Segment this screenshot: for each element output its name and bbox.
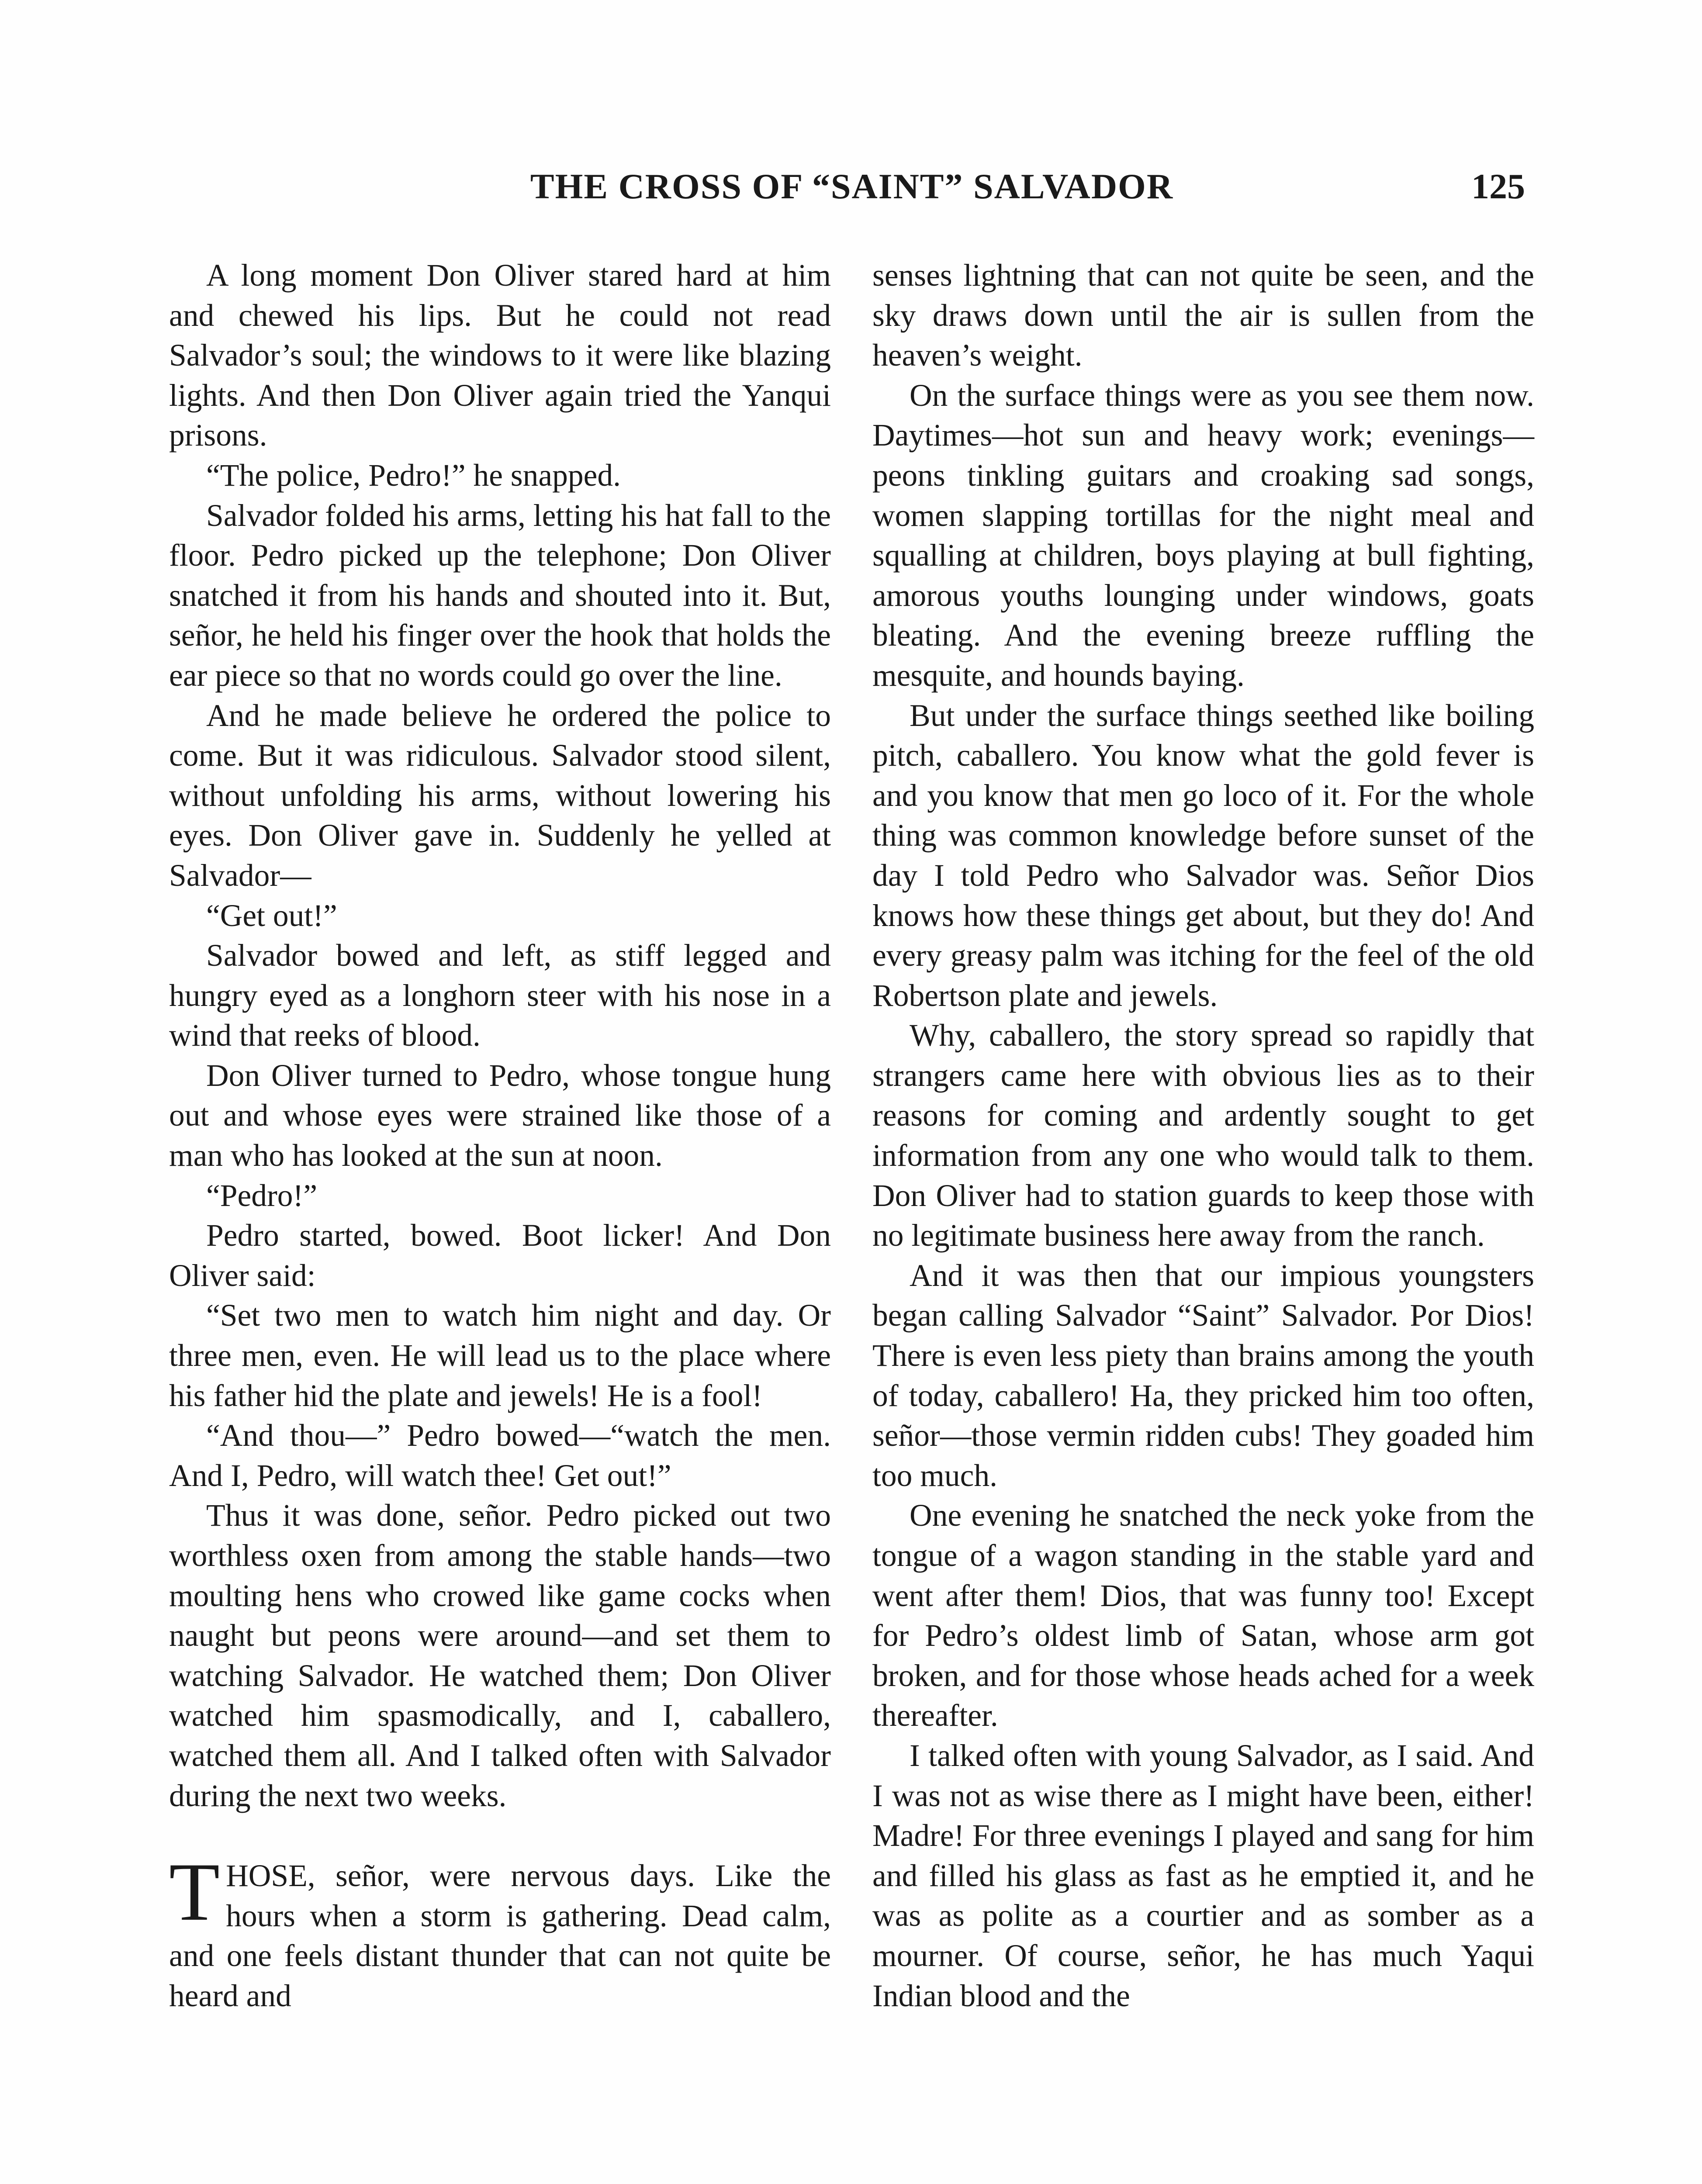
section-start-paragraph [169, 1846, 831, 2016]
paragraph: On the surface things were as you see them now. Daytimes—hot sun and heavy work; evenings—peons tinkling guitars and croaking sad songs, women slapping tortillas for the night meal and squalling at children, boys playing at bull fighting, amorous youths lounging under windows, goats bleating. And the evening breeze ruffling the mesquite, and hounds baying. [872, 378, 1534, 693]
paragraph: And he made believe he ordered the police to come. But it was ridiculous. Salvador stood silent, without unfolding his arms, without lowering his eyes. Don Oliver gave in. Suddenly he yelled at Salvador— [169, 698, 831, 893]
page-number: 125 [1471, 166, 1525, 206]
drop-cap: T [169, 1846, 220, 1939]
paragraph: And it was then that our impious youngsters began calling Salvador “Saint” Salvador. Por Dios! There is even less piety than brains among the youth of today, caballero! Ha, they pricked him too often, señor—those vermin ridden cubs! They goaded him too much. [872, 1258, 1534, 1493]
paragraph: “Set two men to watch him night and day. Or three men, even. He will lead us to the place where his father hid the plate and jewels! He is a fool! [169, 1298, 831, 1413]
paragraph: Thus it was done, señor. Pedro picked out two worthless oxen from among the stable hands—two moulting hens who crowed like game cocks when naught but peons were around—and set them to watching Salvador. He watched them; Don Oliver watched him spasmodically, and I, caballero, watched them all. And I talked often with Salvador during the next two weeks. [169, 1498, 831, 1813]
paragraph: Don Oliver turned to Pedro, whose tongue hung out and whose eyes were strained like those of a man who has looked at the sun at noon. [169, 1058, 831, 1173]
right-column [872, 256, 1534, 2016]
paragraph: Salvador bowed and left, as stiff legged and hungry eyed as a longhorn steer with his nose in a wind that reeks of blood. [169, 938, 831, 1053]
paragraph-text: HOSE, señor, were nervous days. Like the hours when a storm is gathering. Dead calm, and one feels distant thunder that can not quite be heard and [169, 1859, 831, 2013]
paragraph: Why, caballero, the story spread so rapidly that strangers came here with obvious lies as to their reasons for coming and ardently sought to get information from any one who would talk to them. Don Oliver had to station guards to keep those with no legitimate business here away from the ranch. [872, 1018, 1534, 1253]
paragraph: “Get out!” [206, 898, 337, 933]
paragraph: But under the surface things seethed like boiling pitch, caballero. You know what the gold fever is and you know that men go loco of it. For the whole thing was common knowledge before sunset of the day I told Pedro who Salvador was. Señor Dios knows how these things get about, but they do! And every greasy palm was itching for the feel of the old Robertson plate and jewels. [872, 698, 1534, 1013]
paragraph: “And thou—” Pedro bowed—“watch the men. And I, Pedro, will watch thee! Get out!” [169, 1418, 831, 1493]
paragraph: senses lightning that can not quite be seen, and the sky draws down until the air is sullen from the heaven’s weight. [872, 258, 1534, 373]
paragraph: I talked often with young Salvador, as I said. And I was not as wise there as I might have been, either! Madre! For three evenings I played and sang for him and filled his glass as fast as he emptied it, and he was as polite as a courtier and as somber as a mourner. Of course, señor, he has much Yaqui Indian blood and the [872, 1738, 1534, 2013]
paragraph: “The police, Pedro!” he snapped. [206, 458, 621, 493]
paragraph: Pedro started, bowed. Boot licker! And Don Oliver said: [169, 1218, 831, 1293]
running-title: THE CROSS OF “SAINT” SALVADOR [530, 166, 1174, 206]
paragraph: A long moment Don Oliver stared hard at him and chewed his lips. But he could not read Salvador’s soul; the windows to it were like blazing lights. And then Don Oliver again tried the Yanqui prisons. [169, 258, 831, 453]
paragraph: “Pedro!” [206, 1178, 318, 1213]
left-column [169, 256, 831, 2016]
paragraph: One evening he snatched the neck yoke from the tongue of a wagon standing in the stable yard and went after them! Dios, that was funny too! Except for Pedro’s oldest limb of Satan, whose arm got broken, and for those whose heads ached for a week thereafter. [872, 1498, 1534, 1733]
paragraph: Salvador folded his arms, letting his hat fall to the floor. Pedro picked up the telephone; Don Oliver snatched it from his hands and shouted into it. But, señor, he held his finger over the hook that holds the ear piece so that no words could go over the line. [169, 498, 831, 693]
